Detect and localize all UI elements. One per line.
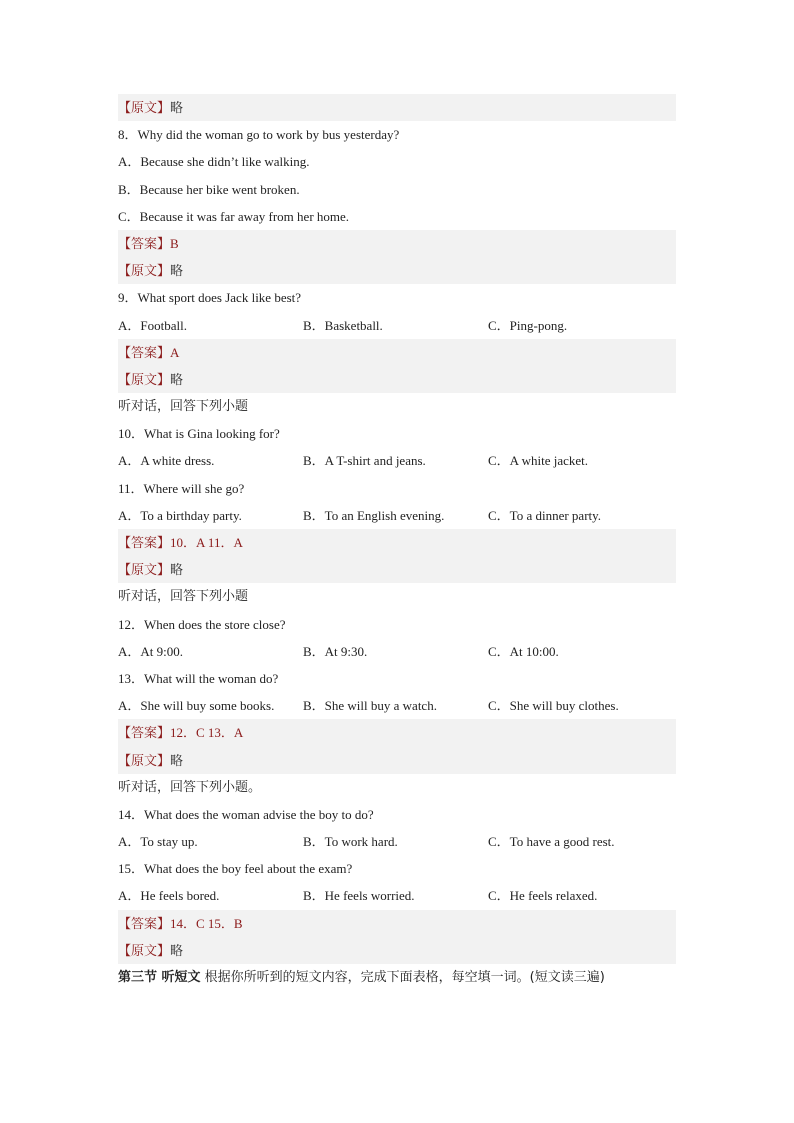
answer-row — [118, 719, 676, 746]
option-b: B．At 9:30. — [303, 643, 368, 659]
question-text: 9．What sport does Jack like best? — [118, 290, 302, 306]
option-a: A．A white dress. — [118, 453, 215, 469]
option-c: C．He feels relaxed. — [488, 888, 598, 904]
original-text-row — [118, 747, 676, 774]
option-text: B．Because her bike went broken. — [118, 181, 300, 197]
original-text-value: 略 — [170, 264, 184, 280]
answer-row — [118, 910, 676, 937]
answer-row — [118, 230, 676, 257]
question-text: 8．Why did the woman go to work by bus yesterday? — [118, 127, 400, 143]
question-text: 15．What does the boy feel about the exam? — [118, 861, 353, 877]
original-text-label: 【原文】 — [118, 563, 171, 579]
option-c: C．A white jacket. — [488, 453, 589, 469]
answer-label: 【答案】 — [118, 236, 171, 252]
original-text-label: 【原文】 — [118, 101, 171, 116]
answer-value: 10．A 11．A — [170, 535, 243, 550]
answer-value: 12．C 13．A — [170, 725, 244, 741]
question-text: 13．What will the woman do? — [118, 670, 279, 686]
original-text-row — [118, 556, 676, 583]
answer-label: 【答案】 — [118, 916, 171, 932]
options-row — [118, 692, 676, 719]
option-c: C．She will buy clothes. — [488, 698, 619, 714]
original-text-value: 略 — [170, 753, 184, 769]
options-row — [118, 312, 676, 339]
option-b: B．To work hard. — [303, 834, 398, 850]
option-a: A．She will buy some books. — [118, 698, 275, 714]
option-b: B．Basketball. — [303, 317, 383, 333]
answer-label: 【答案】 — [118, 726, 171, 742]
original-text-label: 【原文】 — [118, 943, 171, 959]
answer-value: 14．C 15．B — [170, 915, 243, 931]
answer-value: B — [170, 235, 179, 251]
option-c: C．Ping-pong. — [488, 317, 568, 333]
option-b: B．To an English evening. — [303, 507, 445, 523]
question-text: 11．Where will she go? — [118, 480, 245, 496]
section-heading — [118, 964, 676, 991]
option-c: C．To have a good rest. — [488, 834, 615, 850]
option-c: C．To a dinner party. — [488, 507, 602, 523]
section-instruction: 听对话，回答下列小题 — [118, 589, 249, 605]
original-text-row — [118, 257, 676, 284]
question-text: 12．When does the store close? — [118, 616, 286, 632]
option-a: A．At 9:00. — [118, 643, 184, 659]
option-a: A．To a birthday party. — [118, 507, 242, 523]
document-content — [118, 94, 676, 991]
section-heading-title: 第三节 听短文 — [118, 970, 201, 985]
option-text: C．Because it was far away from her home. — [118, 208, 350, 224]
option-a: A．He feels bored. — [118, 888, 220, 904]
answer-row — [118, 529, 676, 556]
options-row — [118, 638, 676, 665]
option-b: B．A T-shirt and jeans. — [303, 453, 426, 469]
option-b: B．He feels worried. — [303, 888, 415, 904]
original-text-row — [118, 94, 676, 121]
original-text-value: 略 — [170, 563, 184, 579]
options-row — [118, 882, 676, 909]
options-row — [118, 502, 676, 529]
options-row — [118, 828, 676, 855]
original-text-label: 【原文】 — [118, 264, 171, 280]
answer-label: 【答案】 — [118, 536, 171, 551]
original-text-row — [118, 937, 676, 964]
option-a: A．Football. — [118, 317, 187, 333]
original-text-value: 略 — [170, 943, 184, 959]
question-text: 14．What does the woman advise the boy to do? — [118, 806, 374, 822]
options-row — [118, 447, 676, 474]
question-text: 10．What is Gina looking for? — [118, 426, 280, 442]
section-instruction: 听对话，回答下列小题 — [118, 399, 249, 415]
original-text-value: 略 — [170, 101, 184, 116]
option-b: B．She will buy a watch. — [303, 698, 437, 714]
section-heading-instruction: 根据你所听到的短文内容，完成下面表格，每空填一词。(短文读三遍) — [200, 970, 605, 985]
answer-row — [118, 339, 676, 366]
option-text: A．Because she didn’t like walking. — [118, 154, 310, 170]
answer-label: 【答案】 — [118, 345, 171, 361]
option-a: A．To stay up. — [118, 834, 198, 850]
original-text-label: 【原文】 — [118, 753, 171, 769]
section-instruction: 听对话，回答下列小题。 — [118, 779, 262, 795]
original-text-row — [118, 366, 676, 393]
original-text-value: 略 — [170, 372, 184, 388]
original-text-label: 【原文】 — [118, 372, 171, 388]
answer-value: A — [170, 344, 180, 360]
option-c: C．At 10:00. — [488, 643, 559, 659]
